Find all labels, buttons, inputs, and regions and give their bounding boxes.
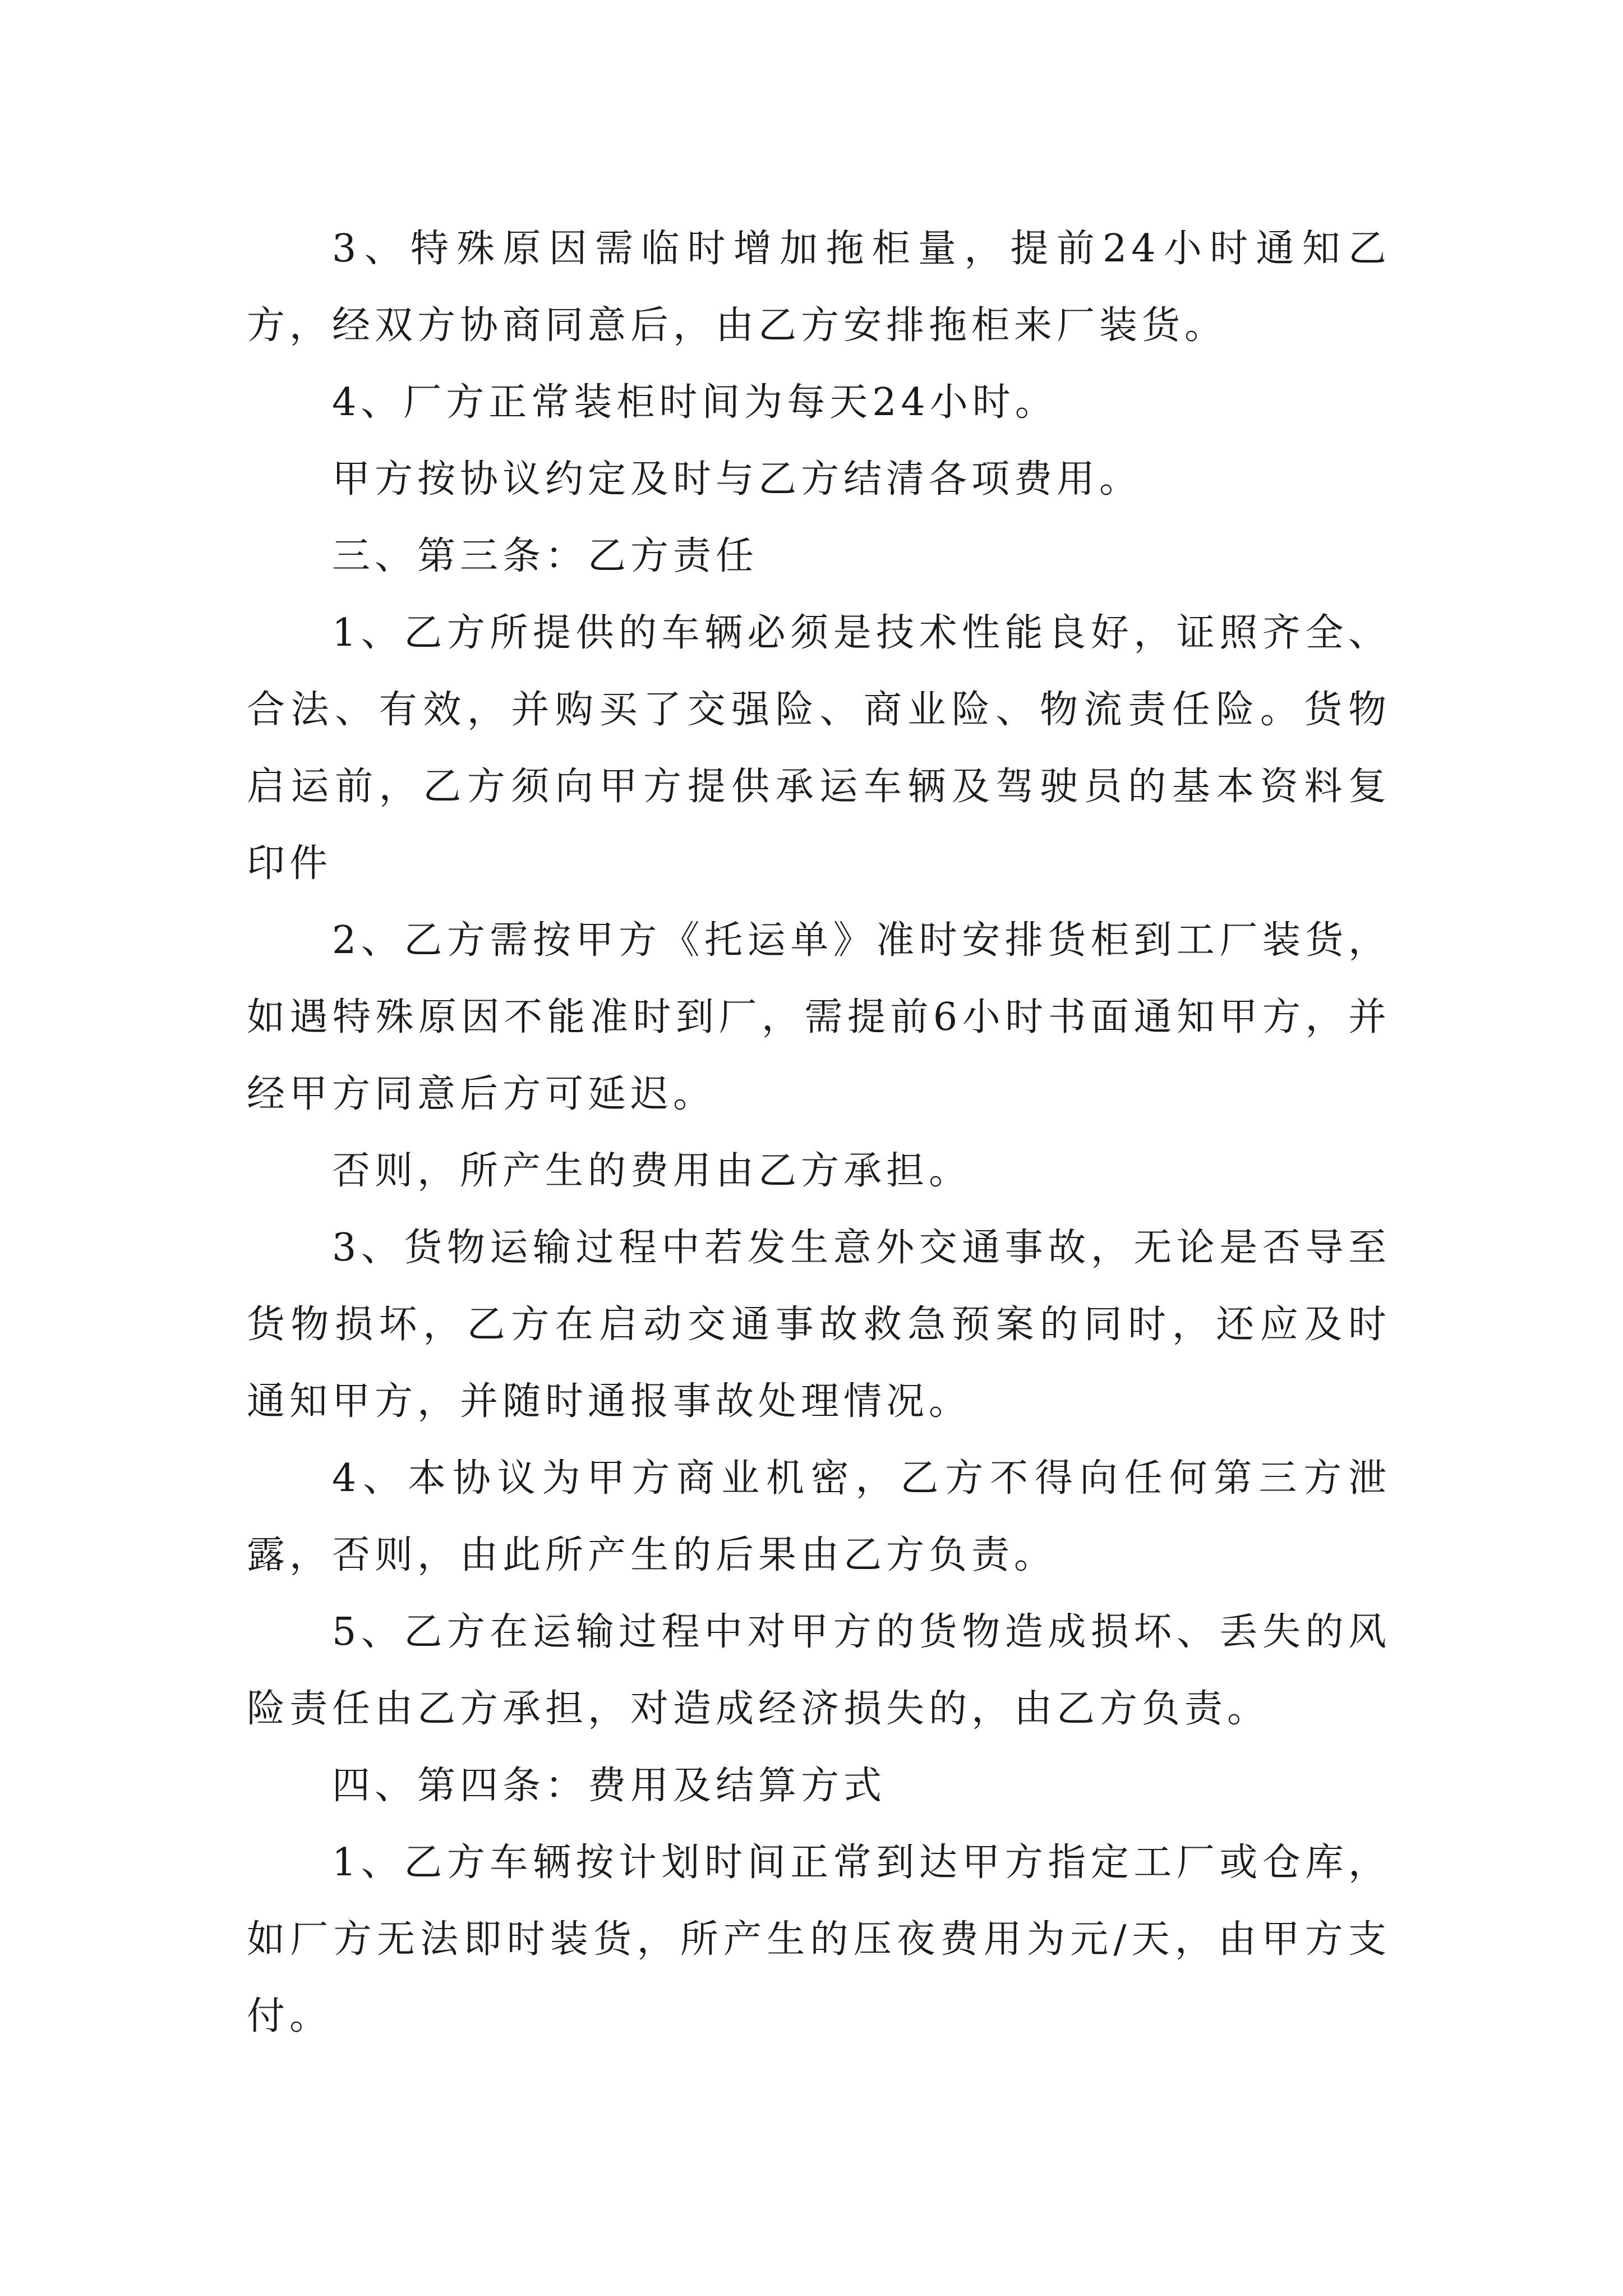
paragraph-confidentiality: 4、本协议为甲方商业机密，乙方不得向任何第三方泄露，否则，由此所产生的后果由乙方负责。 [247, 1456, 1391, 1577]
paragraph-clause-3-temporary-increase: 3、特殊原因需临时增加拖柜量，提前24小时通知乙方，经双方协商同意后，由乙方安排拖柜来厂装货。 [247, 227, 1391, 348]
paragraph-party-b-costs: 否则，所产生的费用由乙方承担。 [332, 1149, 972, 1193]
paragraph-party-b-schedule: 2、乙方需按甲方《托运单》准时安排货柜到工厂装货，如遇特殊原因不能准时到厂，需提前6小时书面通知甲方，并经甲方同意后方可延迟。 [247, 918, 1391, 1116]
paragraph-overnight-fee: 1、乙方车辆按计划时间正常到达甲方指定工厂或仓库，如厂方无法即时装货，所产生的压夜费用为元/天，由甲方支付。 [247, 1841, 1391, 2039]
section-heading-article-4: 四、第四条：费用及结算方式 [332, 1764, 887, 1808]
paragraph-risk-liability: 5、乙方在运输过程中对甲方的货物造成损坏、丢失的风险责任由乙方承担，对造成经济损失的，由乙方负责。 [247, 1610, 1391, 1731]
paragraph-settlement-note: 甲方按协议约定及时与乙方结清各项费用。 [332, 457, 1142, 501]
paragraph-clause-4-loading-hours: 4、厂方正常装柜时间为每天24小时。 [332, 380, 1058, 425]
paragraph-party-b-vehicles: 1、乙方所提供的车辆必须是技术性能良好，证照齐全、合法、有效，并购买了交强险、商业险、物流责任险。货物启运前，乙方须向甲方提供承运车辆及驾驶员的基本资料复印件 [247, 611, 1391, 886]
document-body [247, 210, 1391, 2055]
paragraph-traffic-accident: 3、货物运输过程中若发生意外交通事故，无论是否导至货物损坏，乙方在启动交通事故救急预案的同时，还应及时通知甲方，并随时通报事故处理情况。 [247, 1226, 1391, 1424]
section-heading-article-3: 三、第三条：乙方责任 [332, 534, 759, 578]
